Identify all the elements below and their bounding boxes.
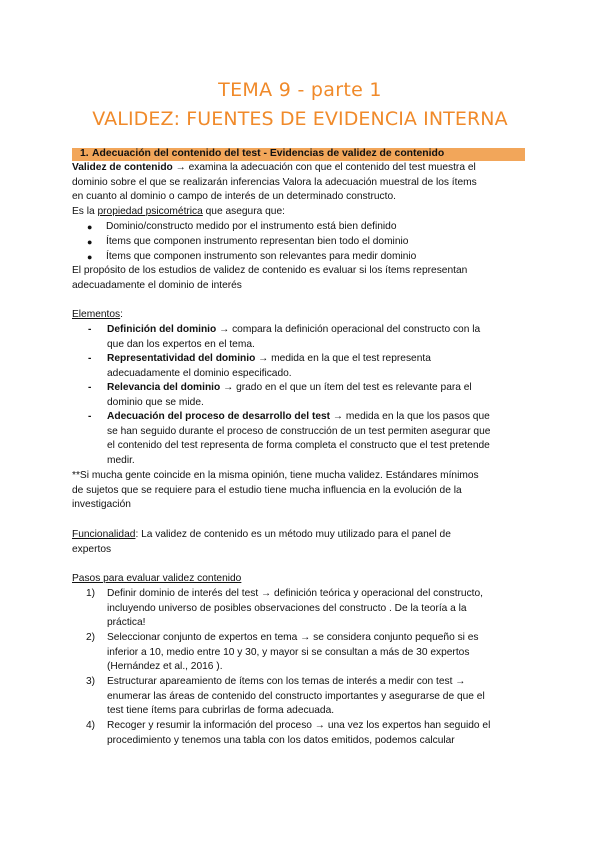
paso-text: procedimiento y tenemos una tabla con los datos emitidos, podemos calcular (107, 734, 455, 746)
elemento-text: → medida en la que el test representa (255, 353, 431, 364)
funcionalidad-text: : La validez de contenido es un método muy utilizado para el panel de (135, 529, 451, 540)
bullet-text: Dominio/constructo medido por el instrumento está bien definido (106, 221, 397, 232)
elemento-text: dominio que se mide. (107, 396, 204, 408)
elemento-text: → compara la definición operacional del constructo con la (216, 324, 481, 335)
elementos-colon: : (120, 309, 123, 320)
elemento-text: → medida en la que los pasos que (330, 411, 490, 422)
purpose-line-2: adecuadamente el dominio de interés (72, 279, 242, 291)
elementos-heading-line (72, 308, 528, 323)
bullet-text: Ítems que componen instrumento representan bien todo el dominio (106, 236, 409, 247)
validez-term: Validez de contenido (72, 162, 173, 173)
propiedad-link: propiedad psicométrica (97, 206, 203, 218)
bullet-dot-icon: ● (87, 252, 93, 262)
note-line-3: investigación (72, 499, 131, 511)
paso-number: 4) (86, 720, 96, 731)
elemento-text: que dan los expertos en el tema. (107, 338, 255, 350)
paso-text: Definir dominio de interés del test → definición teórica y operacional del constructo, (107, 588, 484, 599)
prop-pre: Es la (72, 206, 98, 218)
paso-number: 2) (86, 632, 96, 643)
validez-line-3: en cuanto al dominio o campo de interés de un determinado constructo. (72, 191, 396, 203)
bullet-dot-icon: ● (87, 222, 93, 232)
elemento-text: medir. (107, 455, 135, 467)
elemento-text: el contenido del test representa de forma completa el constructo que el test pretende (107, 440, 490, 452)
section-heading: Adecuación del contenido del test - Evidencias de validez de contenido (92, 148, 445, 159)
bullet-dot-icon: ● (87, 237, 93, 247)
note-line-1: **Si mucha gente coincide en la misma opinión, tiene mucha validez. Estándares mínimos (72, 470, 479, 481)
paso-text: incluyendo universo de posibles observaciones del constructo . De la teoría a la (107, 602, 467, 614)
validez-line-1: → examina la adecuación con que el contenido del test muestra el (172, 162, 476, 173)
paso-text: inferior a 10, medio entre 10 y 30, y mayor si se consultan a más de 30 expertos (107, 646, 470, 658)
purpose-line-1: El propósito de los estudios de validez de contenido es evaluar si los ítems representan (72, 265, 468, 276)
document-page: TEMA 9 - parte 1 VALIDEZ: FUENTES DE EVIDENCIA INTERNA 1. Adecuación del contenido del test - Evidencias de validez de contenido Validez de contenido → examina la adecuación con que el contenido del test muestra el dominio sobre el que se realizarán inferencias Valora la adecuación muestral de los ítems en cuanto al dominio o campo de interés de un determinado constructo. Es la propiedad psicométrica que asegura que: ● Dominio/constructo medido por el instrumento está bien definido ● Ítems que componen instrumento representan bien todo el dominio ● Ítems que componen instrumento son relevantes para medir dominio El propósito de los estudios de validez de contenido es evaluar si los ítems representan adecuadamente el dominio de interés Elementos: - Definición del dominio → compara la definición operacional del constructo con la que dan los expertos en el tema. - Representatividad del dominio → medida en la que el test representa adecuadamente el dominio especificado. - Relevancia del dominio → grado en el que un ítem del test es relevante para el dominio que se mide. - Adecuación del proceso de desarrollo del test → medida en la que los pasos que se han seguido durante el proceso de construcción de un test permiten asegurar que el contenido del test representa de forma completa el constructo que el test pretende medir. **Si mucha gente coincide en la misma opinión, tiene mucha validez. Estándares mínimos de sujetos que se requiere para el estudio tiene mucha influencia en la evolución de la investigación Funcionalidad: La validez de contenido es un método muy utilizado para el panel de expertos Pasos para evaluar validez contenido 1) Definir dominio de interés del test → definición teórica y operacional del constructo, incluyendo universo de posibles observaciones del constructo . De la teoría a la práctica! 2) Seleccionar conjunto de expertos en tema → se considera conjunto pequeño si es inferior a 10, medio entre 10 y 30, y mayor si se consultan a más de 30 expertos (Hernández et al., 2016 ). 3) Estructurar apareamiento de ítems con los temas de interés a medir con test → enumerar las áreas de contenido del constructo importantes y asegurarse de que el test tiene ítems para cubrirlas de forma adecuada. 4) Recoger y resumir la información del proceso → una vez los expertos han seguido el procedimiento y tenemos una tabla con los datos emitidos, podemos calcular (0, 0, 600, 848)
elemento-text: adecuadamente el dominio especificado. (107, 367, 292, 379)
elemento-bold: Definición del dominio (107, 324, 217, 335)
funcionalidad-text: expertos (72, 543, 112, 555)
paso-text: Seleccionar conjunto de expertos en tema → se considera conjunto pequeño si es (107, 632, 479, 643)
paso-text: Recoger y resumir la información del proceso → una vez los expertos han seguido el (107, 720, 491, 731)
validez-paragraph (72, 161, 528, 220)
pasos-heading: Pasos para evaluar validez contenido (72, 573, 242, 584)
validez-line-2: dominio sobre el que se realizarán inferencias Valora la adecuación muestral de los ítems (72, 176, 477, 188)
paso-text: (Hernández et al., 2016 ). (107, 661, 223, 673)
elementos-heading: Elementos (72, 309, 121, 320)
paso-text: test tiene ítems para cubrirlas de forma adecuada. (107, 705, 335, 717)
title-line-1: TEMA 9 - parte 1 (218, 79, 382, 101)
section-number: 1. (80, 148, 89, 159)
funcionalidad-paragraph (72, 528, 528, 557)
note-paragraph (72, 469, 528, 513)
elemento-text: se han seguido durante el proceso de construcción de un test permiten asegurar que (107, 425, 491, 437)
paso-number: 3) (86, 676, 96, 687)
purpose-paragraph (72, 264, 528, 293)
title-line-2: VALIDEZ: FUENTES DE EVIDENCIA INTERNA (92, 108, 508, 130)
funcionalidad-heading: Funcionalidad (72, 529, 136, 540)
elemento-text: → grado en el que un ítem del test es relevante para el (220, 382, 472, 393)
note-line-2: de sujetos que se requiere para el estudio tiene mucha influencia en la evolución de la (72, 484, 462, 496)
prop-post: que asegura que: (202, 206, 285, 218)
elemento-bold: Adecuación del proceso de desarrollo del test (107, 411, 331, 422)
bullet-text: Ítems que componen instrumento son relevantes para medir dominio (106, 251, 417, 262)
paso-text: Estructurar apareamiento de ítems con los temas de interés a medir con test → (107, 676, 466, 687)
paso-text: práctica! (107, 617, 146, 629)
elemento-bold: Relevancia del dominio (107, 382, 221, 393)
paso-number: 1) (86, 588, 96, 599)
paso-text: enumerar las áreas de contenido del constructo importantes y asegurarse de que el (107, 690, 485, 702)
pasos-heading-line (72, 572, 528, 587)
elemento-bold: Representatividad del dominio (107, 353, 256, 364)
